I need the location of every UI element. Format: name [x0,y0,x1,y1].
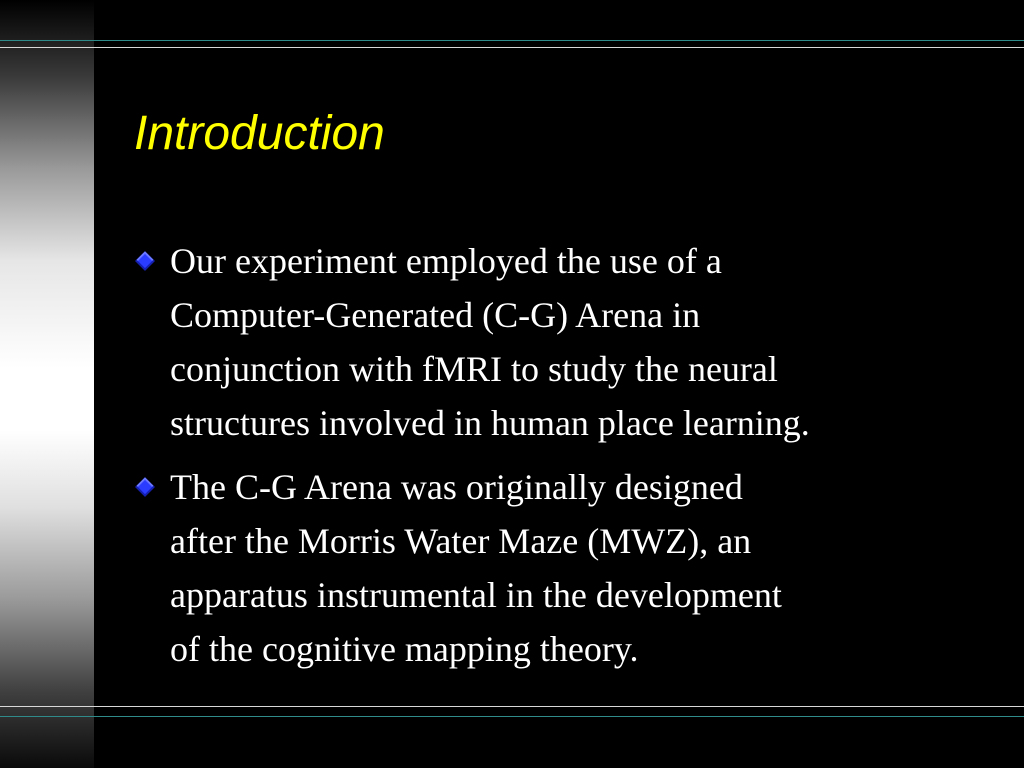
bullet-line: Computer-Generated (C-G) Arena in [170,295,701,335]
diamond-bullet-icon [135,251,155,271]
bullet-line: structures involved in human place learning. [170,403,810,443]
diamond-bullet-icon [135,477,155,497]
bottom-rule-white [0,706,1024,707]
slide-title: Introduction [134,107,385,160]
bullet-line: after the Morris Water Maze (MWZ), an [170,521,752,561]
bullet-line: conjunction with fMRI to study the neural [170,349,778,389]
top-rule-teal [0,40,1024,41]
bullet-line: Our experiment employed the use of a [170,241,722,281]
bullet-item [134,460,994,676]
bullet-line: The C-G Arena was originally designed [170,467,743,507]
bullet-line: of the cognitive mapping theory. [170,629,639,669]
bullet-item [134,234,994,450]
side-gradient-bar [0,0,94,768]
bullet-list [134,234,994,686]
bottom-rule-teal [0,716,1024,717]
top-rule-white [0,47,1024,48]
bullet-line: apparatus instrumental in the development [170,575,782,615]
